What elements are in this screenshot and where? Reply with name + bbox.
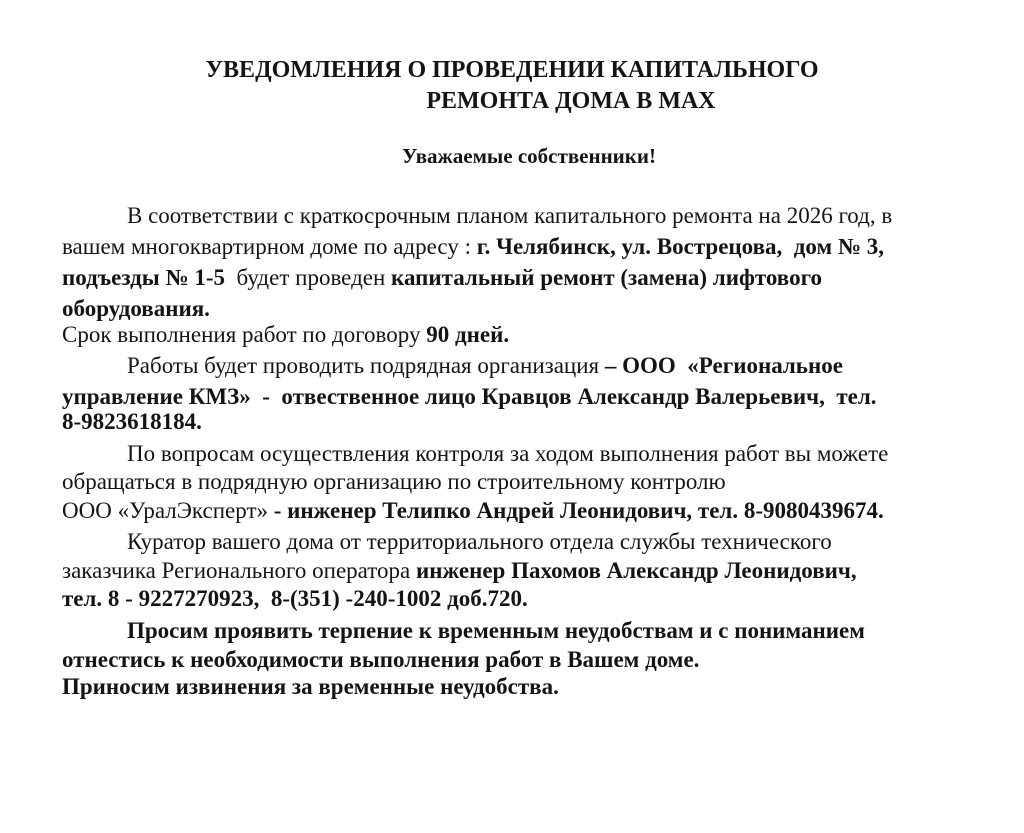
intro-text: вашем многоквартирном доме по адресу : [62,234,477,259]
term-value: 90 дней. [426,322,510,347]
term-line [62,321,509,349]
curator-line-2 [62,557,857,585]
intro-line-3 [62,264,822,292]
control-org: ООО «УралЭксперт» [62,498,274,523]
closing-line-1: Просим проявить терпение к временным неудобствам и с пониманием [127,618,865,643]
curator-text: заказчика Регионального оператора [62,558,416,583]
intro-line-1: В соответствии с краткосрочным планом капитального ремонта на 2026 год, в [127,203,893,228]
control-engineer: - инженер Телипко Андрей Леонидович, тел. 8-9080439674. [273,498,884,523]
entrances: подъезды № 1-5 [62,265,226,290]
closing-line-2: отнестись к необходимости выполнения работ в Вашем доме. [62,647,700,672]
curator-phone: тел. 8 - 9227270923, 8-(351) -240-1002 доб.720. [62,586,528,611]
contractor-line-1 [127,352,843,380]
curator-line-1: Куратор вашего дома от территориального отдела службы технического [127,529,832,554]
intro-line-4: оборудования. [62,296,210,321]
address: г. Челябинск, ул. Вострецова, дом № 3, [476,234,885,259]
contractor-name: – ООО «Региональное [604,353,843,378]
control-line-3 [62,497,884,525]
notice-title-line-1: УВЕДОМЛЕНИЯ О ПРОВЕДЕНИИ КАПИТАЛЬНОГО [205,57,819,83]
closing-line-3: Приносим извинения за временные неудобства. [62,674,559,699]
term-label: Срок выполнения работ по договору [62,322,427,347]
contractor-text: Работы будет проводить подрядная организация [127,353,605,378]
control-line-1: По вопросам осуществления контроля за ходом выполнения работ вы можете [127,441,889,466]
intro-line-2 [62,233,884,261]
repair-type: капитальный ремонт (замена) лифтового [391,265,822,290]
greeting: Уважаемые собственники! [402,144,656,168]
curator-name: инженер Пахомов Александр Леонидович, [416,558,857,583]
contractor-line-2: управление КМЗ» - отвественное лицо Кравцов Александр Валерьевич, тел. [62,384,877,409]
intro-text: будет проведен [225,265,392,290]
notice-title-line-2: РЕМОНТА ДОМА В МАХ [426,88,716,114]
control-line-2: обращаться в подрядную организацию по строительному контролю [62,469,726,494]
contractor-phone: 8-9823618184. [62,409,202,434]
